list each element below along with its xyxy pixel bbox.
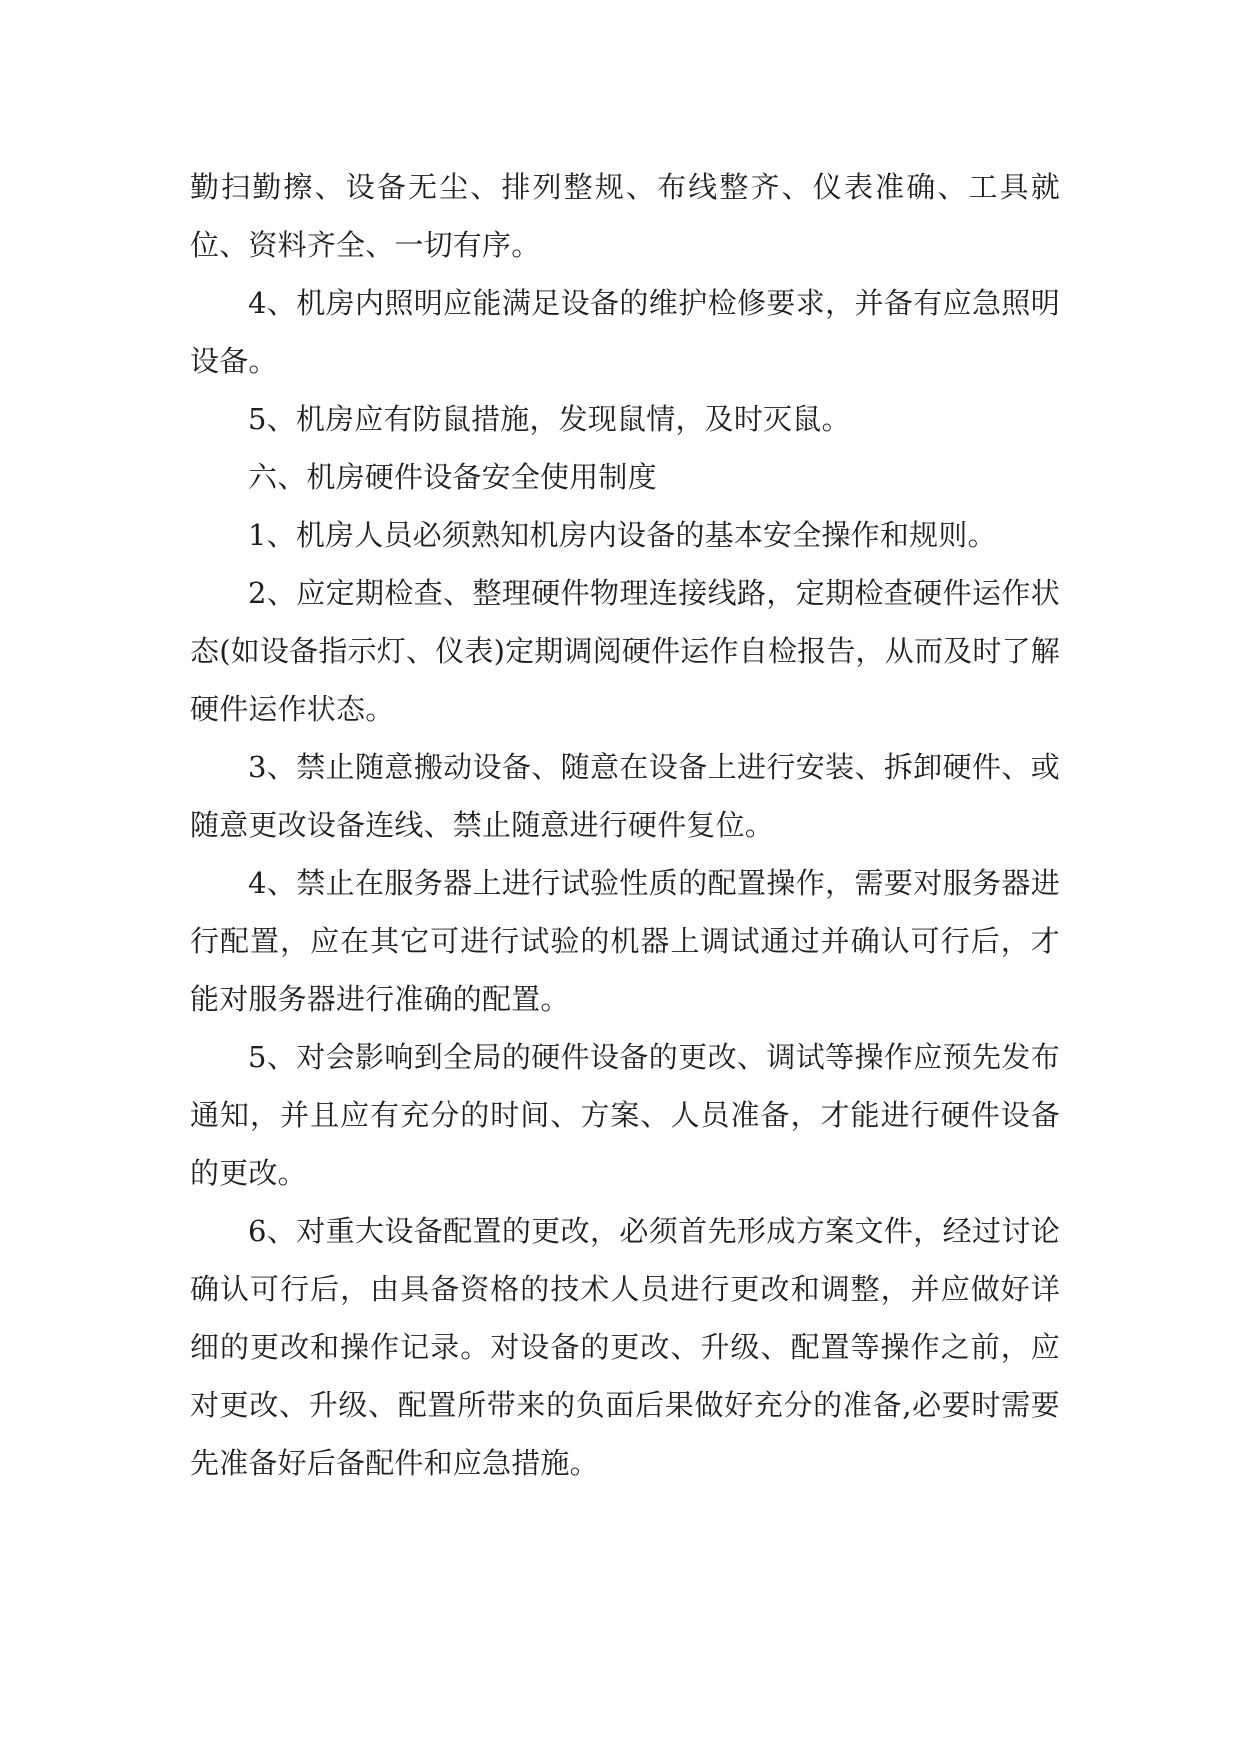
paragraph-item-4-lighting: 4、机房内照明应能满足设备的维护检修要求，并备有应急照明设备。 <box>190 286 1060 378</box>
document-body <box>190 158 1060 1492</box>
paragraph-rule-1: 1、机房人员必须熟知机房内设备的基本安全操作和规则。 <box>248 518 997 552</box>
paragraph-item-5-rodent: 5、机房应有防鼠措施，发现鼠情，及时灭鼠。 <box>248 402 851 436</box>
paragraph-rule-3: 3、禁止随意搬动设备、随意在设备上进行安装、拆卸硬件、或随意更改设备连线、禁止随意进行硬件复位。 <box>190 750 1060 842</box>
paragraph-rule-6: 6、对重大设备配置的更改，必须首先形成方案文件，经过讨论确认可行后，由具备资格的技术人员进行更改和调整，并应做好详细的更改和操作记录。对设备的更改、升级、配置等操作之前，应对更改、升级、配置所带来的负面后果做好充分的准备,必要时需要先准备好后备配件和应急措施。 <box>190 1214 1060 1480</box>
paragraph-rule-5: 5、对会影响到全局的硬件设备的更改、调试等操作应预先发布通知，并且应有充分的时间、方案、人员准备，才能进行硬件设备的更改。 <box>190 1040 1060 1190</box>
paragraph-continuation: 勤扫勤擦、设备无尘、排列整规、布线整齐、仪表准确、工具就位、资料齐全、一切有序。 <box>190 170 1060 262</box>
paragraph-rule-2: 2、应定期检查、整理硬件物理连接线路，定期检查硬件运作状态(如设备指示灯、仪表)定期调阅硬件运作自检报告，从而及时了解硬件运作状态。 <box>190 576 1060 726</box>
section-heading-six: 六、机房硬件设备安全使用制度 <box>248 460 657 494</box>
paragraph-rule-4: 4、禁止在服务器上进行试验性质的配置操作，需要对服务器进行配置，应在其它可进行试验的机器上调试通过并确认可行后，才能对服务器进行准确的配置。 <box>190 866 1060 1016</box>
